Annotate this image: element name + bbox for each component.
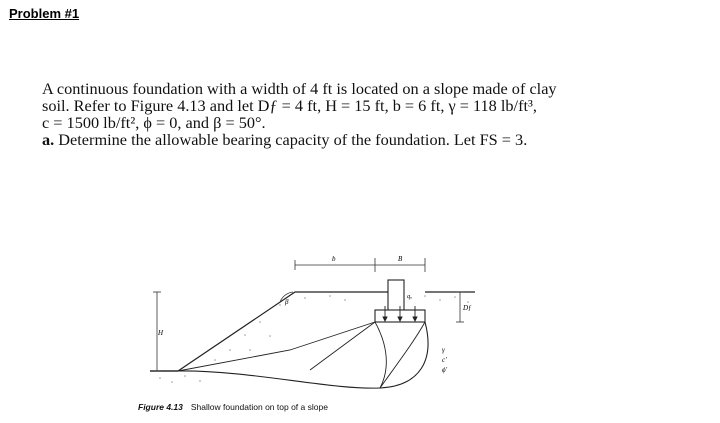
label-b: b	[332, 255, 336, 263]
problem-line-1: A continuous foundation with a width of 4 ft is located on a slope made of clay	[42, 79, 557, 98]
part-a-text: Determine the allowable bearing capacity of the foundation. Let FS = 3.	[58, 130, 528, 149]
problem-line-2: soil. Refer to Figure 4.13 and let Dƒ = 4 ft, H = 15 ft, b = 6 ft, γ = 118 lb/ft³,	[42, 96, 537, 115]
shear-zone-line-2	[310, 322, 375, 370]
part-a-label: a.	[42, 130, 55, 149]
part-a	[42, 131, 682, 148]
problem-statement	[42, 80, 682, 148]
label-qu: qᵤ	[407, 293, 413, 300]
shear-zone-line-1	[178, 322, 375, 371]
label-H: H	[158, 329, 164, 337]
label-gamma: γ	[442, 346, 445, 354]
slope-foundation-figure	[130, 240, 490, 400]
foundation-column	[388, 280, 404, 314]
wedge-line-right	[380, 322, 425, 388]
label-phi: ϕ′	[442, 366, 448, 374]
figure-caption-text: Shallow foundation on top of a slope	[190, 402, 328, 412]
failure-surface	[178, 322, 428, 388]
label-c: c′	[442, 356, 447, 364]
label-B: B	[398, 255, 403, 263]
ground-surface	[150, 292, 390, 371]
problem-line-3: c = 1500 lb/ft², ϕ = 0, and β = 50°.	[42, 113, 266, 132]
wedge-line	[375, 322, 386, 388]
problem-heading: Problem #1	[9, 6, 80, 21]
label-Df: Dƒ	[463, 304, 472, 312]
figure-caption	[138, 402, 328, 412]
ground-hatching	[159, 295, 469, 383]
figure-number: Figure 4.13	[138, 402, 183, 412]
label-beta: β	[285, 298, 289, 306]
